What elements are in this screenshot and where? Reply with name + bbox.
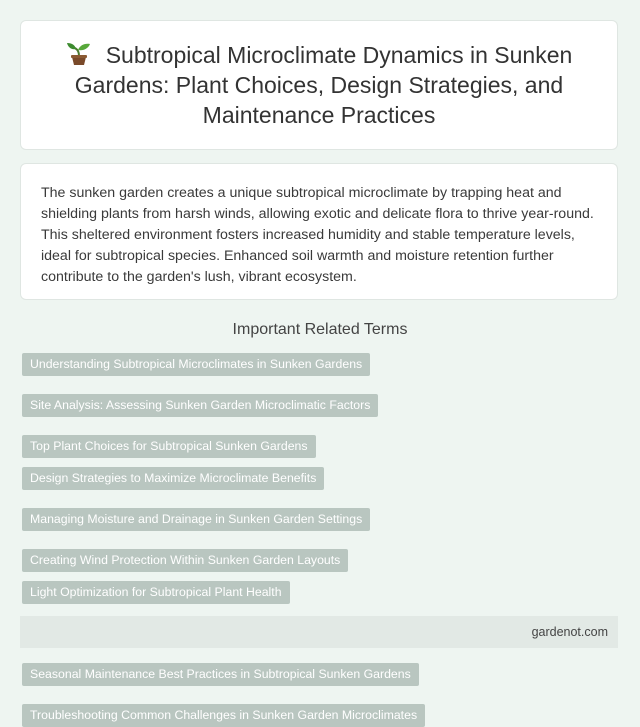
sprout-icon bbox=[66, 42, 92, 66]
related-term-tag[interactable]: Design Strategies to Maximize Microclimate Benefits bbox=[22, 467, 324, 490]
related-term-tag[interactable]: Troubleshooting Common Challenges in Sunken Garden Microclimates bbox=[22, 704, 425, 727]
title-card bbox=[20, 20, 618, 150]
related-term-tag[interactable]: Top Plant Choices for Subtropical Sunken Gardens bbox=[22, 435, 316, 458]
related-terms-list bbox=[22, 353, 622, 727]
related-term-tag[interactable]: Site Analysis: Assessing Sunken Garden Microclimatic Factors bbox=[22, 394, 378, 417]
related-term-tag[interactable]: Creating Wind Protection Within Sunken Garden Layouts bbox=[22, 549, 348, 572]
footer bbox=[20, 616, 618, 648]
page-title bbox=[51, 40, 587, 130]
related-term-tag[interactable]: Light Optimization for Subtropical Plant Health bbox=[22, 581, 290, 604]
summary-card bbox=[20, 163, 618, 300]
related-terms-heading: Important Related Terms bbox=[232, 321, 408, 338]
related-term-tag[interactable]: Managing Moisture and Drainage in Sunken Garden Settings bbox=[22, 508, 370, 531]
related-term-tag[interactable]: Understanding Subtropical Microclimates in Sunken Gardens bbox=[22, 353, 370, 376]
summary-text: The sunken garden creates a unique subtropical microclimate by trapping heat and shielding plants from harsh winds, allowing exotic and delicate flora to thrive year-round. This sheltered environment fosters increased humidity and stable temperature levels, ideal for subtropical species. Enhanced soil warmth and moisture retention further contribute to the garden's lush, vibrant ecosystem. bbox=[41, 185, 594, 285]
page-title-text: Subtropical Microclimate Dynamics in Sunken Gardens: Plant Choices, Design Strategies, and Maintenance Practices bbox=[74, 42, 573, 128]
site-name[interactable]: gardenot.com bbox=[531, 625, 608, 639]
related-term-tag[interactable]: Seasonal Maintenance Best Practices in Subtropical Sunken Gardens bbox=[22, 663, 419, 686]
